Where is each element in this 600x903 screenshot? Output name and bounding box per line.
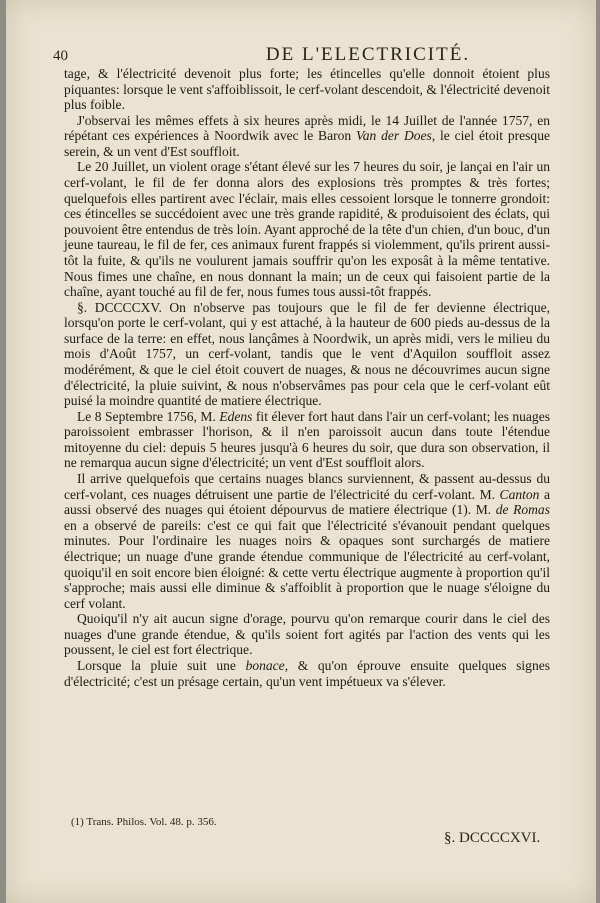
italic-name: bonace — [245, 657, 285, 673]
paragraph — [64, 471, 550, 611]
text-run: Il arrive quelquefois que certains nuages blancs surviennent, & passent au-dessus du cerf-volant, ces nuages détruisent une partie de l'électricité du cerf-volant. M. — [64, 471, 550, 502]
text-run: , & qu'on éprouve ensuite quelques signes d'électricité; c'est un présage certain, qu'un vent impétueux va s'élever. — [64, 657, 550, 689]
text-run: Le 20 Juillet, un violent orage s'étant élevé sur les 7 heures du soir, je lançai en l'air un cerf-volant, le fil de fer donna alors des explosions très promptes & très fortes; quelquefois elles partirent avec l'éclair, mais elles cessoient lorsque le tonnerre grondoit: ces étincelles se succédoient avec une très grande rapidité, & produisoient des éclats, qui pouvoient être entendus de très loin. Ayant approché de la tête d'un chien, d'un bouc, d'un jeune taureau, le fil de fer, ces animaux furent frappés si violemment, qu'ils prirent aussi-tôt la fuite, & qu'ils ne voulurent jamais souffrir qu'on les exposât à la même tentative. Nous fimes une chaîne, en nous donnant la main; un de ceux qui faisoient partie de la chaîne, ayant touché au fil de fer, nous fumes tous aussi-tôt frappés. — [64, 159, 550, 300]
paragraph — [64, 611, 550, 658]
footnote: (1) Trans. Philos. Vol. 48. p. 356. — [71, 816, 217, 828]
paragraph — [64, 409, 550, 471]
italic-name: Van der Does — [355, 128, 432, 144]
paragraph — [64, 66, 550, 113]
paragraph — [64, 113, 550, 160]
text-run: a aussi observé des nuages qui étoient dépourvus de matiere électrique (1). M. — [64, 486, 550, 518]
text-run: J'observai les mêmes effets à six heures après midi, le 14 Juillet de l'année 1757, en répétant ces expériences à Noordwik avec le Baron — [64, 112, 550, 144]
italic-name: de Romas — [495, 502, 550, 518]
text-run: Quoiqu'il n'y ait aucun signe d'orage, pourvu qu'on remarque courir dans le ciel des nuages d'une grande étendue, & qu'ils soient fort agités par l'action des vents qui les poussent, le ciel est fort électrique. — [64, 611, 550, 658]
text-run: en a observé de pareils: c'est ce qui fait que l'électricité s'évanouit pendant quelques minutes. Pour l'ordinaire les nuages noirs & opaques sont surchargés de matiere électrique; un nuage d'une grande étendue communique de l'électricité au cerf-volant, quoiqu'il en soit encore bien éloigné: & cette vertu électrique augmente à proportion qu'il s'approche; mais aussi elle diminue & s'affoiblit à proportion que le nuage s'éloigne du cerf volant. — [64, 517, 550, 611]
text-run: Le 8 Septembre 1756, M. — [77, 408, 220, 424]
paragraph — [64, 159, 550, 299]
text-run: fit élever fort haut dans l'air un cerf-volant; les nuages paroissoient embrasser l'horison, & il n'en paroissoit aucun dans toute l'étendue mitoyenne du ciel: depuis 5 heures jusqu'à 6 heures du soir, que dura son observation, il ne remarqua aucun signe d'électricité; un vent d'Est souffloit alors. — [64, 408, 550, 471]
book-page — [6, 0, 596, 903]
paragraph — [64, 658, 550, 689]
text-run: Lorsque la pluie suit une — [77, 657, 246, 673]
catchword: §. DCCCCXVI. — [444, 830, 541, 846]
text-run: , le ciel étoit presque serein, & un vent d'Est souffloit. — [64, 128, 550, 159]
paragraph — [64, 300, 550, 409]
page-number: 40 — [53, 48, 68, 64]
running-title: DE L'ELECTRICITÉ. — [265, 44, 471, 65]
text-run: tage, & l'électricité devenoit plus forte; les étincelles qu'elle donnoit étoient plus piquantes: lorsque le vent s'affoiblissoit, le cerf-volant descendoit, & l'électricité devenoit plus foible. — [64, 66, 550, 113]
italic-name: Edens — [219, 408, 253, 424]
italic-name: Canton — [499, 486, 540, 502]
body-text — [64, 66, 550, 689]
text-run: §. DCCCCXV. On n'observe pas toujours que le fil de fer devienne électrique, lorsqu'on porte le cerf-volant, qui y est attaché, à la hauteur de 600 pieds au-dessus de la surface de la terre: en effet, nous lançâmes à Noordwik, un après midi, vers le milieu du mois d'Août 1757, un cerf-volant, tandis que le vent d'Aquilon souffloit assez modérément, & que le ciel étoit couvert de nuages, & nous ne découvrimes aucun signe d'électricité, la pluie suivint, & nous n'observâmes pas pour cela que le cerf-volant eût puisé la moindre quantité de matiere électrique. — [64, 299, 550, 409]
